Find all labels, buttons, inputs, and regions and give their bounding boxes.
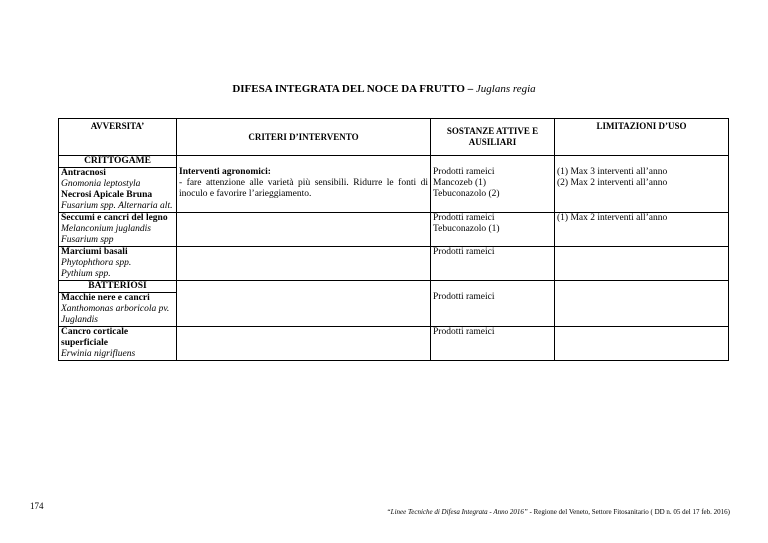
row-marciumi — [59, 247, 729, 281]
page-number: 174 — [30, 501, 44, 511]
adversity-name: Seccumi e cancri del legno — [61, 213, 168, 223]
substance-item: Prodotti rameici — [433, 327, 495, 337]
limit-item: (2) Max 2 interventi all’anno — [557, 178, 668, 188]
adversity-name: Marciumi basali — [61, 247, 128, 257]
criteria-cell-antracnosi — [177, 156, 431, 213]
substance-item: Tebuconazolo (1) — [433, 224, 500, 234]
criteria-text: - fare attenzione alle varietà più sensibili. Ridurre le fonti di inoculo e favorire l’arieggiamento. — [179, 178, 428, 199]
substances-cell-antracnosi — [431, 156, 555, 213]
section-label-batteriosi: BATTERIOSI — [59, 281, 177, 293]
section-label-crittogame: CRITTOGAME — [59, 156, 177, 168]
adversity-name: Necrosi Apicale Bruna — [61, 190, 153, 200]
substance-item: Tebuconazolo (2) — [433, 189, 500, 199]
substances-cell-seccumi — [431, 213, 555, 247]
row-cancro — [59, 327, 729, 361]
criteria-cell-cancro — [177, 327, 431, 361]
substance-item: Mancozeb (1) — [433, 178, 487, 188]
pathogen-name: Fusarium spp. Alternaria alt. — [61, 201, 173, 211]
pathogen-name: Xanthomonas arboricola pv. Juglandis — [61, 304, 170, 325]
pathogen-name: Phytophthora spp. — [61, 258, 132, 268]
criteria-cell-marciumi — [177, 247, 431, 281]
criteria-title: Interventi agronomici: — [179, 167, 271, 177]
section-row-batteriosi — [59, 281, 729, 293]
adversity-cell-macchie — [59, 293, 177, 327]
footer-rest: - Regione del Veneto, Settore Fitosanitario ( DD n. 05 del 17 feb. 2016) — [527, 508, 730, 516]
substances-cell-marciumi — [431, 247, 555, 281]
title-main: DIFESA INTEGRATA DEL NOCE DA FRUTTO — [232, 83, 465, 95]
header-row — [59, 119, 729, 156]
adversity-name: Antracnosi — [61, 168, 106, 178]
substance-item: Prodotti rameici — [433, 247, 495, 257]
limits-cell-seccumi — [555, 213, 729, 247]
adversity-cell-antracnosi — [59, 168, 177, 213]
limits-cell-marciumi — [555, 247, 729, 281]
document-title — [0, 83, 768, 95]
adversity-name: Cancro corticale superficiale — [61, 327, 129, 348]
substances-cell-cancro — [431, 327, 555, 361]
limit-item: (1) Max 2 interventi all’anno — [557, 213, 668, 223]
limits-cell-macchie — [555, 281, 729, 327]
title-dash: – — [464, 83, 476, 95]
header-criteri: CRITERI D’INTERVENTO — [177, 119, 431, 156]
limit-item: (1) Max 3 interventi all’anno — [557, 167, 668, 177]
substances-cell-macchie — [431, 281, 555, 327]
adversity-cell-cancro — [59, 327, 177, 361]
section-row-crittogame — [59, 156, 729, 168]
adversity-cell-seccumi — [59, 213, 177, 247]
pathogen-name: Gnomonia leptostyla — [61, 179, 141, 189]
substance-item: Prodotti rameici — [433, 167, 495, 177]
defense-table — [58, 118, 729, 361]
header-avversita: AVVERSITA’ — [59, 119, 177, 156]
substance-item: Prodotti rameici — [433, 213, 495, 223]
limits-cell-antracnosi — [555, 156, 729, 213]
limits-cell-cancro — [555, 327, 729, 361]
pathogen-name: Pythium spp. — [61, 269, 111, 279]
pathogen-name: Fusarium spp — [61, 235, 114, 245]
header-limitazioni: LIMITAZIONI D’USO — [555, 119, 729, 156]
criteria-cell-seccumi — [177, 213, 431, 247]
adversity-cell-marciumi — [59, 247, 177, 281]
adversity-name: Macchie nere e cancri — [61, 293, 150, 303]
row-seccumi — [59, 213, 729, 247]
header-sostanze: SOSTANZE ATTIVE E AUSILIARI — [431, 119, 555, 156]
footer-citation — [387, 508, 730, 516]
substance-item: Prodotti rameici — [433, 292, 495, 302]
title-species: Juglans regia — [475, 83, 536, 95]
criteria-cell-macchie — [177, 281, 431, 327]
footer-italic: “Linee Tecniche di Difesa Integrata - Anno 2016” — [386, 508, 528, 516]
pathogen-name: Melanconium juglandis — [61, 224, 151, 234]
pathogen-name: Erwinia nigrifluens — [61, 349, 136, 359]
